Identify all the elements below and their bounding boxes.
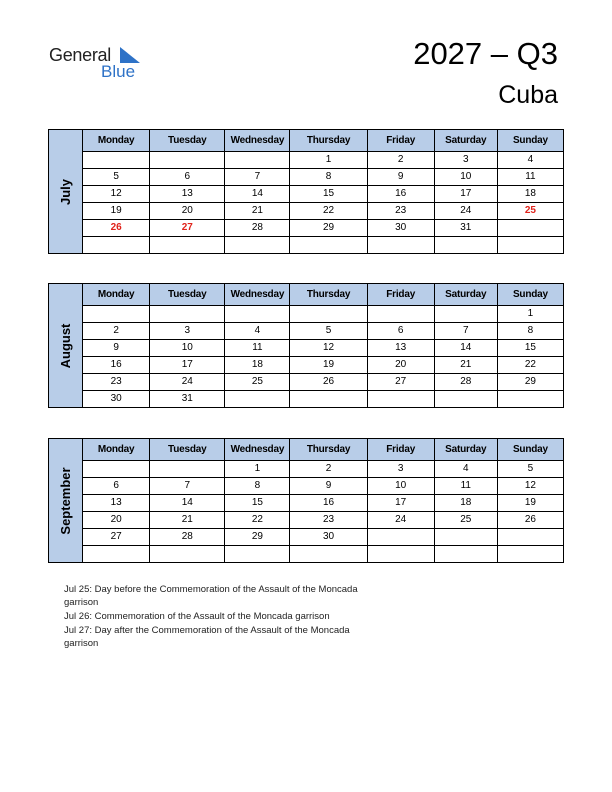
day-cell: 7 xyxy=(150,478,225,495)
day-cell: 21 xyxy=(225,203,290,220)
holiday-notes xyxy=(64,583,364,651)
day-cell: 27 xyxy=(83,529,150,546)
weekday-header: Sunday xyxy=(497,439,563,461)
day-cell: 30 xyxy=(290,529,367,546)
day-cell xyxy=(434,546,497,563)
day-cell: 6 xyxy=(150,169,225,186)
day-cell: 26 xyxy=(497,512,563,529)
day-cell xyxy=(225,546,290,563)
day-cell: 5 xyxy=(497,461,563,478)
day-cell xyxy=(497,237,563,254)
day-cell: 9 xyxy=(367,169,434,186)
day-cell xyxy=(225,391,290,408)
day-cell: 16 xyxy=(290,495,367,512)
day-cell: 3 xyxy=(150,323,225,340)
day-cell: 4 xyxy=(434,461,497,478)
holiday-day-cell: 27 xyxy=(150,220,225,237)
day-cell xyxy=(83,237,150,254)
week-row xyxy=(49,323,564,340)
week-row xyxy=(49,357,564,374)
week-row xyxy=(49,391,564,408)
day-cell: 12 xyxy=(290,340,367,357)
weekday-header: Thursday xyxy=(290,439,367,461)
month-name-cell xyxy=(49,284,83,408)
day-cell: 8 xyxy=(225,478,290,495)
weekday-header: Sunday xyxy=(497,284,563,306)
month-table xyxy=(48,438,564,563)
holiday-note: Jul 27: Day after the Commemoration of the Assault of the Moncada garrison xyxy=(64,625,350,649)
day-cell: 20 xyxy=(83,512,150,529)
day-cell xyxy=(434,529,497,546)
day-cell: 2 xyxy=(367,152,434,169)
week-row xyxy=(49,495,564,512)
month-name: September xyxy=(57,466,73,535)
day-cell: 4 xyxy=(497,152,563,169)
week-row xyxy=(49,237,564,254)
day-cell xyxy=(367,391,434,408)
day-cell xyxy=(150,237,225,254)
day-cell: 6 xyxy=(367,323,434,340)
day-cell: 20 xyxy=(367,357,434,374)
day-cell: 2 xyxy=(290,461,367,478)
week-row xyxy=(49,374,564,391)
weekday-header: Friday xyxy=(367,284,434,306)
day-cell: 15 xyxy=(290,186,367,203)
day-cell: 19 xyxy=(83,203,150,220)
page-title: 2027 – Q3 xyxy=(413,36,558,71)
day-cell: 5 xyxy=(290,323,367,340)
day-cell: 19 xyxy=(497,495,563,512)
day-cell xyxy=(434,237,497,254)
weekday-header: Tuesday xyxy=(150,284,225,306)
day-cell: 25 xyxy=(434,512,497,529)
week-row xyxy=(49,512,564,529)
weekday-header: Thursday xyxy=(290,284,367,306)
day-cell xyxy=(83,306,150,323)
day-cell: 22 xyxy=(497,357,563,374)
day-cell: 17 xyxy=(434,186,497,203)
day-cell xyxy=(225,237,290,254)
weekday-header: Wednesday xyxy=(225,130,290,152)
weekday-header: Thursday xyxy=(290,130,367,152)
country-title: Cuba xyxy=(498,81,558,109)
weekday-header: Monday xyxy=(83,284,150,306)
day-cell: 15 xyxy=(225,495,290,512)
day-cell xyxy=(150,546,225,563)
day-cell: 18 xyxy=(497,186,563,203)
day-cell: 11 xyxy=(434,478,497,495)
week-row xyxy=(49,461,564,478)
day-cell xyxy=(83,546,150,563)
day-cell: 28 xyxy=(225,220,290,237)
day-cell: 17 xyxy=(150,357,225,374)
day-cell: 26 xyxy=(290,374,367,391)
day-cell xyxy=(367,237,434,254)
day-cell: 1 xyxy=(225,461,290,478)
day-cell: 15 xyxy=(497,340,563,357)
day-cell xyxy=(497,529,563,546)
week-row xyxy=(49,546,564,563)
day-cell: 10 xyxy=(367,478,434,495)
logo-text-blue: Blue xyxy=(101,62,136,81)
day-cell xyxy=(367,546,434,563)
month-name-cell xyxy=(49,439,83,563)
weekday-header: Wednesday xyxy=(225,284,290,306)
month-calendar-september xyxy=(48,438,564,563)
day-cell xyxy=(150,306,225,323)
day-cell: 1 xyxy=(497,306,563,323)
day-cell: 14 xyxy=(225,186,290,203)
month-calendar-august xyxy=(48,283,564,408)
day-cell: 7 xyxy=(434,323,497,340)
day-cell: 3 xyxy=(367,461,434,478)
holiday-day-cell: 26 xyxy=(83,220,150,237)
day-cell: 7 xyxy=(225,169,290,186)
weekday-header: Friday xyxy=(367,130,434,152)
day-cell: 25 xyxy=(225,374,290,391)
day-cell: 10 xyxy=(150,340,225,357)
day-cell: 28 xyxy=(150,529,225,546)
day-cell: 11 xyxy=(225,340,290,357)
day-cell xyxy=(290,237,367,254)
day-cell xyxy=(497,220,563,237)
month-table xyxy=(48,129,564,254)
weekday-header: Saturday xyxy=(434,130,497,152)
day-cell: 31 xyxy=(434,220,497,237)
day-cell xyxy=(225,306,290,323)
day-cell: 12 xyxy=(83,186,150,203)
day-cell xyxy=(150,152,225,169)
day-cell: 19 xyxy=(290,357,367,374)
day-cell xyxy=(367,529,434,546)
month-table xyxy=(48,283,564,408)
day-cell: 24 xyxy=(434,203,497,220)
day-cell: 20 xyxy=(150,203,225,220)
day-cell: 9 xyxy=(83,340,150,357)
day-cell: 1 xyxy=(290,152,367,169)
day-cell: 13 xyxy=(83,495,150,512)
day-cell: 21 xyxy=(434,357,497,374)
day-cell: 6 xyxy=(83,478,150,495)
day-cell xyxy=(434,391,497,408)
day-cell xyxy=(497,391,563,408)
day-cell: 31 xyxy=(150,391,225,408)
day-cell xyxy=(83,152,150,169)
weekday-header: Friday xyxy=(367,439,434,461)
day-cell: 30 xyxy=(83,391,150,408)
day-cell: 23 xyxy=(290,512,367,529)
day-cell: 23 xyxy=(367,203,434,220)
day-cell: 10 xyxy=(434,169,497,186)
day-cell: 16 xyxy=(367,186,434,203)
day-cell xyxy=(497,546,563,563)
day-cell: 22 xyxy=(290,203,367,220)
day-cell xyxy=(290,391,367,408)
week-row xyxy=(49,529,564,546)
day-cell: 18 xyxy=(434,495,497,512)
day-cell: 14 xyxy=(434,340,497,357)
week-row xyxy=(49,186,564,203)
day-cell: 29 xyxy=(290,220,367,237)
day-cell: 14 xyxy=(150,495,225,512)
day-cell xyxy=(290,546,367,563)
weekday-header: Tuesday xyxy=(150,439,225,461)
weekday-header: Saturday xyxy=(434,284,497,306)
week-row xyxy=(49,340,564,357)
day-cell: 23 xyxy=(83,374,150,391)
day-cell: 29 xyxy=(497,374,563,391)
day-cell: 24 xyxy=(150,374,225,391)
weekday-header: Monday xyxy=(83,439,150,461)
holiday-note: Jul 26: Commemoration of the Assault of the Moncada garrison xyxy=(64,611,330,622)
day-cell: 5 xyxy=(83,169,150,186)
week-row xyxy=(49,203,564,220)
day-cell xyxy=(83,461,150,478)
day-cell: 8 xyxy=(290,169,367,186)
day-cell xyxy=(290,306,367,323)
weekday-header: Saturday xyxy=(434,439,497,461)
day-cell: 3 xyxy=(434,152,497,169)
day-cell: 13 xyxy=(367,340,434,357)
day-cell: 12 xyxy=(497,478,563,495)
logo-text-general: General xyxy=(49,45,111,65)
day-cell: 8 xyxy=(497,323,563,340)
week-row xyxy=(49,169,564,186)
day-cell: 30 xyxy=(367,220,434,237)
week-row xyxy=(49,306,564,323)
day-cell: 2 xyxy=(83,323,150,340)
day-cell: 21 xyxy=(150,512,225,529)
day-cell xyxy=(225,152,290,169)
month-name: August xyxy=(57,323,73,368)
day-cell: 9 xyxy=(290,478,367,495)
day-cell: 27 xyxy=(367,374,434,391)
logo-triangle-icon xyxy=(120,47,140,63)
day-cell: 13 xyxy=(150,186,225,203)
day-cell: 16 xyxy=(83,357,150,374)
holiday-day-cell: 25 xyxy=(497,203,563,220)
weekday-header: Sunday xyxy=(497,130,563,152)
weekday-header: Tuesday xyxy=(150,130,225,152)
day-cell: 24 xyxy=(367,512,434,529)
generalblue-logo xyxy=(49,44,159,84)
weekday-header: Monday xyxy=(83,130,150,152)
day-cell: 28 xyxy=(434,374,497,391)
week-row xyxy=(49,220,564,237)
week-row xyxy=(49,152,564,169)
weekday-header: Wednesday xyxy=(225,439,290,461)
day-cell: 17 xyxy=(367,495,434,512)
month-name: July xyxy=(57,178,73,205)
day-cell: 4 xyxy=(225,323,290,340)
day-cell xyxy=(367,306,434,323)
day-cell xyxy=(434,306,497,323)
month-calendar-july xyxy=(48,129,564,254)
month-name-cell xyxy=(49,130,83,254)
holiday-note: Jul 25: Day before the Commemoration of the Assault of the Moncada garrison xyxy=(64,584,358,608)
day-cell: 18 xyxy=(225,357,290,374)
week-row xyxy=(49,478,564,495)
day-cell: 22 xyxy=(225,512,290,529)
day-cell: 11 xyxy=(497,169,563,186)
day-cell xyxy=(150,461,225,478)
day-cell: 29 xyxy=(225,529,290,546)
